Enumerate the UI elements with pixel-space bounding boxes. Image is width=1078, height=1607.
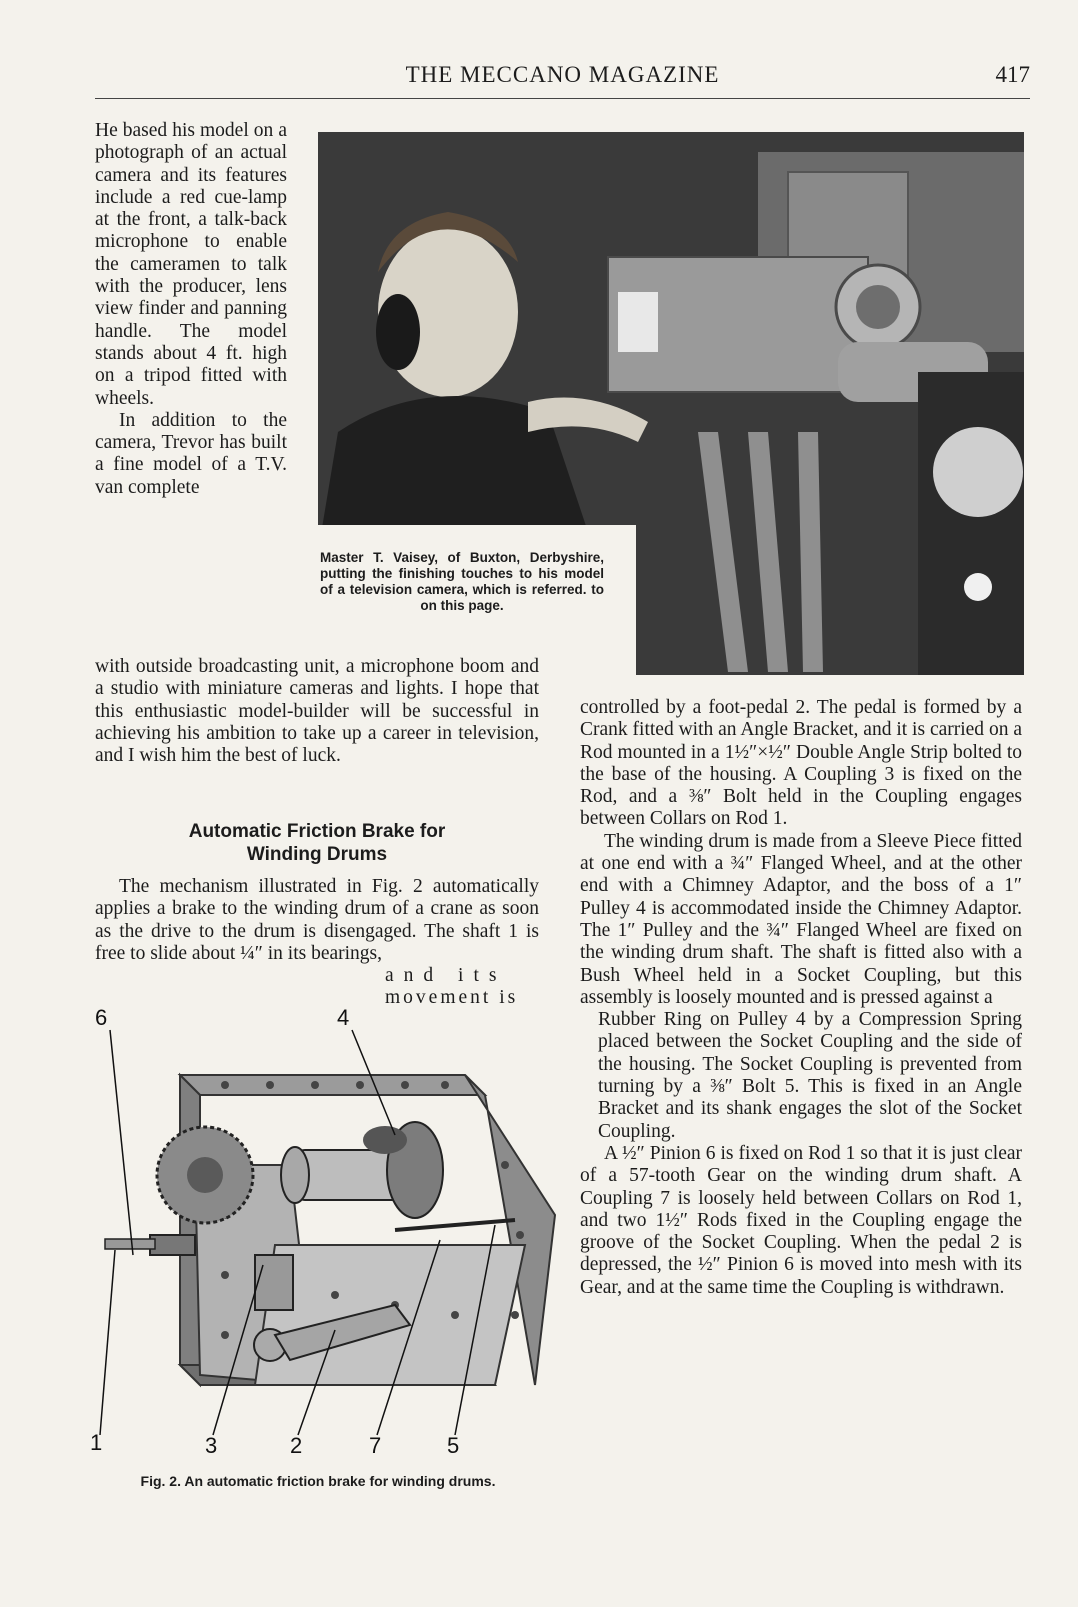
mechanism-drawing [95, 1015, 575, 1475]
journal-title: THE MECCANO MAGAZINE [405, 62, 720, 87]
figure-label-2: 2 [290, 1433, 303, 1458]
running-head [95, 60, 1030, 99]
page-number: 417 [995, 62, 1030, 87]
figure-label-7: 7 [369, 1433, 382, 1458]
intro-column [95, 120, 287, 499]
right-paragraph-2b: Rubber Ring on Pulley 4 by a Compression Spring placed between the Socket Coupling and the side of the housing. The Socket Coupling is prevented from turning by a ⅜″ Bolt 5. This is fixed in an Angle Bracket and its shank engages the slot of the Socket Coupling. [598, 1009, 1022, 1142]
figure-label-6: 6 [95, 1005, 108, 1030]
section-heading-line2: Winding Drums [246, 844, 388, 865]
intro-paragraph: He based his model on a photograph of an actual camera and its features include a red cue-lamp at the front, a talk-back microphone to enable the cameramen to talk with the producer, lens view finder and panning handle. The model stands about 4 ft. high on a tripod fitted with wheels. [95, 120, 287, 409]
section-heading-line1: Automatic Friction Brake for [188, 821, 446, 842]
right-paragraph-2a: The winding drum is made from a Sleeve Piece fitted at one end with a ¾″ Flanged Wheel, and at the other end with a Chimney Adaptor, and the boss of a 1″ Pulley 4 is accommodated inside the Chimney Adaptor. The 1″ Pulley and the ¾″ Flanged Wheel are fixed on the winding drum shaft. The shaft is fitted also with a Bush Wheel held in a Socket Coupling, but this assembly is loosely mounted and is pressed against a [580, 830, 1022, 1008]
addition-paragraph-continuation [95, 656, 539, 767]
figure-label-5: 5 [447, 1433, 460, 1458]
right-paragraph-3: A ½″ Pinion 6 is fixed on Rod 1 so that it is just clear of a 57-tooth Gear on the winding drum shaft. A Coupling 7 is loosely held between Collars on Rod 1, and two 1½″ Rods fixed in the Coupling engage the groove of the Socket Coupling. When the pedal 2 is depressed, the ½″ Pinion 6 is moved into mesh with its Gear, and at the same time the Coupling is withdrawn. [580, 1142, 1022, 1298]
addition-paragraph-start: In addition to the camera, Trevor has built a fine model of a T.V. van complete [95, 409, 287, 498]
figure-label-4: 4 [337, 1005, 350, 1030]
mechanism-paragraph-tail2: movement is [385, 987, 519, 1009]
section-heading [95, 820, 539, 866]
mechanism-column [95, 876, 539, 1010]
figure-label-1: 1 [90, 1430, 103, 1455]
right-paragraph-1: controlled by a foot-pedal 2. The pedal is formed by a Crank fitted with an Angle Bracket, and it is carried on a Rod mounted in a 1½″×½″ Double Angle Strip bolted to the base of the housing. A Coupling 3 is fixed on the Rod, and a ⅜″ Bolt held in the Coupling engages between Collars on Rod 1. [580, 697, 1022, 830]
figure-caption: Fig. 2. An automatic friction brake for winding drums. [140, 1473, 496, 1489]
brake-mechanism-figure [90, 1005, 575, 1475]
right-column [580, 697, 1022, 1299]
figure-label-3: 3 [205, 1433, 218, 1458]
addition-paragraph-end: with outside broadcasting unit, a microphone boom and a studio with miniature cameras and lights. I hope that this enthusiastic model-builder will be successful in achieving his ambition to take up a career in television, and I wish him the best of luck. [95, 656, 539, 767]
mechanism-paragraph: The mechanism illustrated in Fig. 2 automatically applies a brake to the winding drum of a crane as soon as the drive to the drum is disengaged. The shaft 1 is free to slide about ¼″ in its bearings, [95, 876, 539, 964]
mechanism-paragraph-tail1: and its [385, 965, 507, 987]
photo-caption: Master T. Vaisey, of Buxton, Derbyshire, putting the finishing touches to his model of a television camera, which is referred. to on this page. [320, 550, 604, 613]
